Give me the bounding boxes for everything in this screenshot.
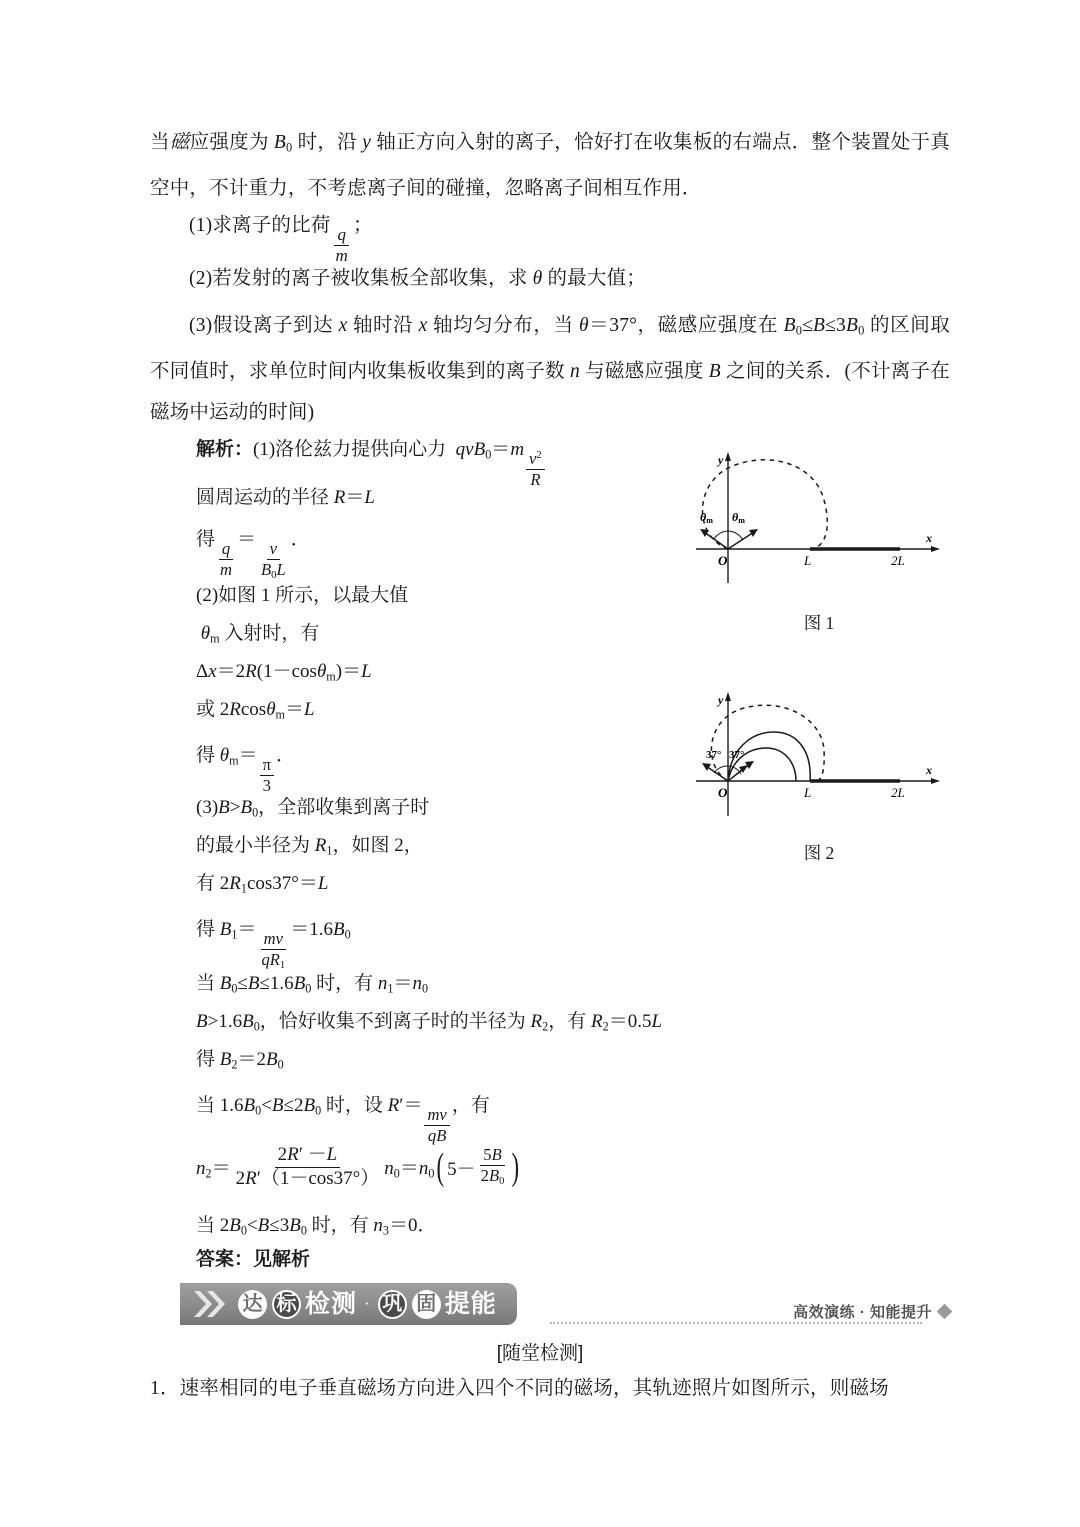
frac-5B-over-2B0: $\frac{5B}{2B_0}$ xyxy=(480,1145,505,1188)
ratio-q-over-m: $\frac{q}{m}$ xyxy=(335,224,349,266)
frac-v2-over-R: $\frac{v^2}{R}$ xyxy=(526,450,545,489)
solution-line-7: 或 2Rcosθ$_m$＝L xyxy=(196,699,315,722)
frac-pi-over-3: $\frac{\pi}{3}$ xyxy=(260,756,274,795)
banner-char-1: 达 xyxy=(238,1290,267,1319)
banner-char-2: 标 xyxy=(272,1290,301,1319)
banner-char-5: 固 xyxy=(412,1290,441,1319)
paren-close: ) xyxy=(511,1145,520,1188)
figure-2-y-label: y xyxy=(718,693,724,707)
solution-line-5: $\theta_m$ 入射时，有 xyxy=(200,623,320,646)
stem-question-3: (3)假设离子到达 x 轴时沿 x 轴均匀分布，当 θ＝37°，磁感应强度在 $B_0\le B\le 3B_0$ 的区间取不同值时，求单位时间内收集板收集到的离子数 n 与磁感应强度 B 之间的关系．(不计离子在磁场中运动的时间) xyxy=(150,315,950,424)
banner-separator-dot: · xyxy=(364,1294,370,1313)
figure-2-angle-right: 37° xyxy=(729,749,745,761)
banner-right-text: 高效演练 · 知能提升 xyxy=(793,1304,932,1321)
double-chevron-icon xyxy=(194,1289,228,1319)
figure-2-angle-left: 37° xyxy=(706,749,722,761)
stem-paragraph: 当磁应强度为 $B_0$ 时，沿 y 轴正方向入射的离子，恰好打在收集板的右端点．整个装置处于真空中，不计重力，不考虑离子间的碰撞，忽略离子间相互作用． xyxy=(150,132,950,200)
diamond-icon xyxy=(937,1304,953,1320)
figure-1-angle-right: θm xyxy=(732,510,745,525)
solution-line-11: 有 $2R_1\cos 37^\circ=L$ xyxy=(196,873,329,896)
frac-mv-over-qB: $\frac{mv}{qB}$ xyxy=(424,1106,449,1145)
subsection-heading: [随堂检测] xyxy=(496,1343,584,1364)
figure-1-L-label: L xyxy=(804,553,812,568)
solution-line-16: 当 $1.6B_0<B\le 2B_0$ 时，设 R′＝ $\frac{mv}{qB}$ ，有 xyxy=(196,1095,490,1145)
solution-line-17-n2-equation: $n_2=$ $\frac{2R' -L}{2R'(1-\cos 37^\circ)}$ $n_0=n_0$ ( 5－ $\frac{5B}{2B_0}$ ) xyxy=(196,1144,520,1189)
figure-1 xyxy=(688,448,950,635)
solution-line-10: 的最小半径为 $R_1$，如图 2， xyxy=(196,835,423,858)
solution-line-12: 得 $B_1=$ $\frac{mv}{qR_1}$ $=1.6B_0$ xyxy=(196,919,351,971)
solution-line-13: 当 $B_0\le B\le 1.6B_0$ 时，有 $n_1=n_0$ xyxy=(196,973,429,996)
solution-line-14: $B>1.6B_0$，恰好收集不到离子时的半径为 $R_2$，有 $R_2=0.5L$ xyxy=(196,1011,663,1034)
figure-1-y-label: y xyxy=(718,453,724,467)
solution-line-6: Δx＝2R(1－cosθ$_m$)＝L xyxy=(196,661,372,684)
stem-question-2: (2)若发射的离子被收集板全部收集，求 θ 的最大值； xyxy=(189,268,646,289)
figure-1-origin-label: O xyxy=(718,553,728,568)
figure-2-x-label: x xyxy=(926,763,932,777)
exercise-question-1: 1．速率相同的电子垂直磁场方向进入四个不同的磁场，其轨迹照片如图所示，则磁场 xyxy=(150,1378,889,1399)
figure-1-angle-left: θm xyxy=(700,510,713,525)
figure-1-2L-label: 2L xyxy=(891,553,905,568)
banner-char-3: 检测 xyxy=(305,1289,358,1318)
solution-line-15: 得 $B_2=2B_0$ xyxy=(196,1049,284,1072)
section-banner xyxy=(150,1283,950,1327)
frac-q-over-m: $\frac{q}{m}$ xyxy=(220,538,232,579)
figure-1-caption: 图 1 xyxy=(803,613,835,633)
figure-2 xyxy=(688,688,950,865)
banner-char-6: 提能 xyxy=(444,1289,497,1318)
figure-2-2L-label: 2L xyxy=(891,785,905,800)
banner-pill xyxy=(180,1283,517,1325)
solution-line-4: (2)如图 1 所示，以最大值 xyxy=(196,585,409,606)
figure-2-L-label: L xyxy=(804,785,812,800)
solution-line-9: $(3)B>B_0$，全部收集到离子时 xyxy=(196,797,430,820)
solution-line-8: 得 $\theta_m=$ $\frac{\pi}{3}$ ． xyxy=(196,745,295,795)
frac-v-over-B0L: $\frac{v}{B_0L}$ xyxy=(261,538,286,581)
solution-line-1: 解析：(1)洛伦兹力提供向心力 qvB$_0$＝m $\frac{v^2}{R}$ xyxy=(196,434,547,489)
banner-right-group xyxy=(793,1301,950,1322)
answer-line: 答案：见解析 xyxy=(196,1249,311,1270)
frac-mv-over-qR1: $\frac{mv}{qR_1}$ xyxy=(261,928,286,971)
figure-1-x-label: x xyxy=(926,531,932,545)
solution-line-3: 得 $\frac{q}{m}$ ＝ $\frac{v}{B_0L}$ ． xyxy=(196,529,310,581)
figure-2-origin-label: O xyxy=(718,785,728,800)
paren-open: ( xyxy=(437,1145,445,1188)
frac-n2-main: $\frac{2R' -L}{2R'(1-\cos 37^\circ)}$ xyxy=(235,1144,380,1189)
banner-dotted-rule xyxy=(550,1322,922,1324)
stem-question-1: (1)求离子的比荷 $\frac{q}{m}$ ； xyxy=(189,215,373,266)
figure-1-svg xyxy=(688,448,950,603)
solution-line-2: 圆周运动的半径 R＝L xyxy=(196,487,375,508)
banner-char-4: 巩 xyxy=(378,1290,407,1319)
figure-2-svg xyxy=(688,688,950,833)
solution-line-18: 当 $2B_0<B\le 3B_0$ 时，有 $n_3=0$． xyxy=(196,1215,437,1238)
figure-2-caption: 图 2 xyxy=(803,843,835,863)
